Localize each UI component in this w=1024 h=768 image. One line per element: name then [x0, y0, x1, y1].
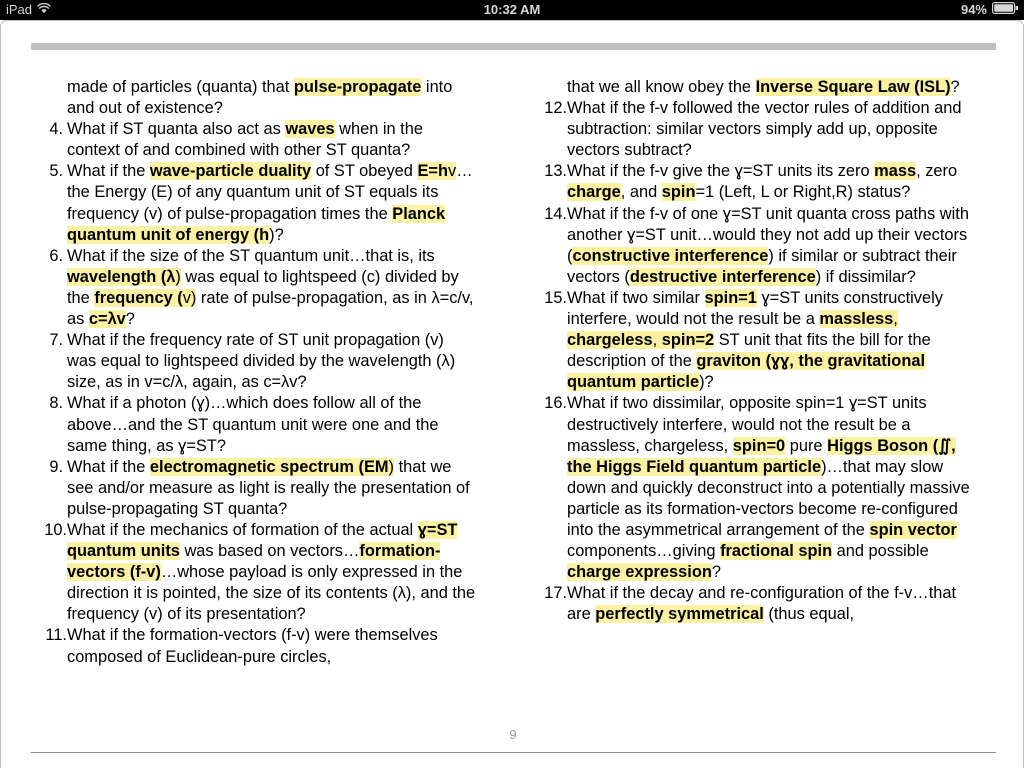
question-item: [531, 583, 977, 625]
body-text: What if the f-v of one ɣ=ST unit quanta cross paths with another ɣ=ST unit…would they not add up their vectors (: [567, 204, 969, 265]
highlighted-text: Inverse Square Law (ISL): [755, 78, 951, 96]
body-text: , zero: [916, 162, 958, 181]
body-text: What if a photon (ɣ)…which does follow all of the above…and the ST quantum unit were one and the same thing, as ɣ=ST?: [67, 394, 439, 455]
body-text: What if the f-v give the ɣ=ST units its zero: [567, 162, 875, 181]
question-item: [31, 246, 477, 330]
question-item: [31, 161, 477, 245]
question-number: 5.: [49, 162, 63, 181]
highlighted-text: ,: [652, 331, 662, 350]
question-number: 6.: [49, 246, 63, 265]
status-bar-right: [961, 0, 1018, 20]
reader-page-sheet: [0, 20, 1024, 768]
left-text-column: [1, 77, 513, 717]
question-number: 9.: [49, 457, 63, 476]
highlighted-text: perfectly symmetrical: [595, 605, 764, 624]
body-text: ) if dissimilar?: [815, 267, 916, 286]
highlighted-text: graviton (ɣɣ, the gravitational quantum particle: [567, 352, 925, 392]
body-text: )?: [699, 373, 714, 392]
body-text: What if the size of the ST quantum unit…that is, its: [67, 246, 435, 265]
body-text: ): [768, 246, 774, 265]
body-text: , and: [620, 183, 662, 202]
question-item: [31, 119, 477, 161]
question-item: [31, 457, 477, 520]
battery-percent-label: 94%: [960, 2, 987, 17]
body-text: when in the context of and combined with other ST quanta?: [67, 120, 423, 160]
question-item: [31, 330, 477, 393]
footer-divider: [31, 752, 996, 753]
highlighted-text: waves: [285, 120, 335, 139]
body-text: …the Energy (E) of any quantum unit of ST equals its frequency (v) of pulse-propagation times the: [67, 162, 473, 223]
body-text: and possible: [832, 542, 929, 561]
body-text: into and out of existence?: [67, 78, 453, 118]
question-list-right: [531, 77, 977, 625]
highlighted-text: v): [182, 288, 197, 307]
body-text: rate of pulse-propagation, as in λ=c/v, as: [67, 288, 474, 329]
question-item: [531, 98, 977, 161]
body-text: What if the: [67, 162, 150, 181]
document-body: [1, 77, 1024, 717]
body-text: was equal to lightspeed (c) divided by the: [67, 267, 459, 307]
question-number: 16.: [544, 394, 567, 413]
body-text: )…that may slow down and quickly deconstruct into a potentially massive particle as its formation-vectors become re-configured into the asymmetrical arrangement of the: [567, 457, 970, 539]
question-item: [31, 520, 477, 625]
highlighted-text: frequency (: [94, 288, 183, 307]
question-item: [531, 161, 977, 203]
highlighted-text: spin vector: [869, 520, 957, 539]
highlighted-text: chargeless: [567, 331, 653, 350]
highlighted-text: spin=0: [732, 436, 786, 455]
question-number: 15.: [544, 288, 567, 307]
question-item: [31, 77, 477, 119]
body-text: that we see and/or measure as light is really the presentation of pulse-propagating ST quanta?: [67, 457, 470, 518]
highlighted-text: Planck quantum unit of energy (h: [67, 204, 446, 244]
body-text: What if two similar: [567, 288, 705, 307]
highlighted-text: spin=1: [704, 288, 757, 307]
question-number: 8.: [49, 394, 63, 413]
highlighted-text: formation-vectors (f-v): [67, 542, 441, 582]
highlighted-text: E=h: [417, 162, 448, 181]
highlighted-text: ): [175, 267, 181, 286]
body-text: was based on vectors…: [179, 542, 360, 561]
body-text: What if the: [67, 457, 150, 476]
body-text: if similar or subtract their vectors (: [567, 246, 957, 286]
body-text: of ST obeyed: [311, 162, 418, 181]
highlighted-text: destructive interference: [629, 267, 816, 286]
status-bar-clock: 10:32 AM: [483, 2, 541, 17]
highlighted-text: Higgs Boson (∬, the Higgs Field quantum particle: [567, 436, 956, 476]
highlighted-text: electromagnetic spectrum (EM: [149, 457, 389, 476]
question-item: [531, 77, 977, 98]
question-number: 12.: [544, 99, 567, 118]
question-item: [531, 288, 977, 393]
question-item: [31, 625, 477, 667]
body-text: made of particles (quanta) that: [67, 78, 294, 96]
body-text: What if the mechanics of formation of the actual: [67, 520, 418, 539]
question-number: 13.: [544, 162, 567, 181]
question-item: [31, 393, 477, 456]
highlighted-text: fractional spin: [720, 542, 833, 561]
question-number: 10.: [44, 520, 67, 539]
highlighted-text: pulse-propagate: [293, 78, 422, 96]
highlighted-text: massless: [819, 310, 894, 329]
question-item: [531, 393, 977, 583]
body-text: ?: [950, 78, 960, 96]
right-text-column: [513, 77, 1024, 717]
body-text: =1 (Left, L or Right,R) status?: [695, 183, 911, 202]
body-text: What if the f-v followed the vector rules of addition and subtraction: similar vectors simply add up, opposite vectors subtract?: [567, 99, 962, 160]
highlighted-text: c=λv: [88, 310, 126, 329]
body-text: What if the frequency rate of ST unit propagation (v) was equal to lightspeed divided by the wavelength (λ) size, as in v=c/λ, again, as c=λv?: [67, 331, 456, 392]
highlighted-text: ): [388, 457, 395, 476]
highlighted-text: charge: [567, 183, 621, 202]
body-text: …whose payload is only expressed in the direction it is pointed, the size of its contents (λ), and the frequency (v) of its presentation?: [67, 563, 476, 624]
highlighted-text: spin=2: [661, 331, 715, 350]
body-text: ?: [125, 310, 135, 329]
highlighted-text: constructive interference: [572, 246, 769, 265]
highlighted-text: wavelength (λ: [67, 267, 176, 286]
body-text: What if two dissimilar, opposite spin=1 ɣ=ST units destructively interfere, would not the result be a massless, chargeless,: [567, 394, 927, 455]
question-item: [531, 204, 977, 288]
body-text: pure: [785, 436, 828, 455]
body-text: What if the formation-vectors (f-v) were themselves composed of Euclidean-pure circles,: [67, 626, 438, 666]
body-text: components…giving: [567, 542, 721, 561]
page-number: 9: [509, 727, 517, 742]
body-text: (thus equal,: [763, 605, 855, 624]
highlighted-text: wave-particle duality: [149, 162, 312, 181]
highlighted-text: charge expression: [567, 563, 712, 582]
body-text: What if the decay and re-configuration of the f-v…that are: [567, 584, 957, 624]
question-number: 11.: [45, 626, 67, 645]
highlighted-text: mass: [874, 162, 917, 181]
highlighted-text: ,: [893, 310, 898, 329]
question-number: 14.: [544, 204, 567, 223]
question-list-left: [31, 77, 477, 668]
highlighted-text: spin: [661, 183, 696, 202]
question-number: 7.: [49, 331, 63, 350]
highlighted-text: v: [447, 162, 457, 181]
body-text: ST unit that fits the bill for the description of the: [567, 331, 931, 371]
body-text: ?: [711, 563, 721, 582]
body-text: )?: [269, 225, 284, 244]
battery-icon: [992, 0, 1018, 20]
ios-status-bar: [0, 0, 1024, 20]
body-text: ɣ=ST units constructively interfere, would not the result be a: [567, 288, 943, 329]
body-text: that we all know obey the: [567, 78, 756, 96]
highlighted-text: ɣ=ST quantum units: [67, 520, 458, 561]
question-number: 17.: [544, 584, 567, 603]
question-number: 4.: [49, 120, 63, 139]
body-text: What if ST quanta also act as: [67, 120, 286, 139]
device-name-label: iPad: [6, 2, 33, 17]
horizontal-scrollbar[interactable]: [31, 43, 996, 50]
